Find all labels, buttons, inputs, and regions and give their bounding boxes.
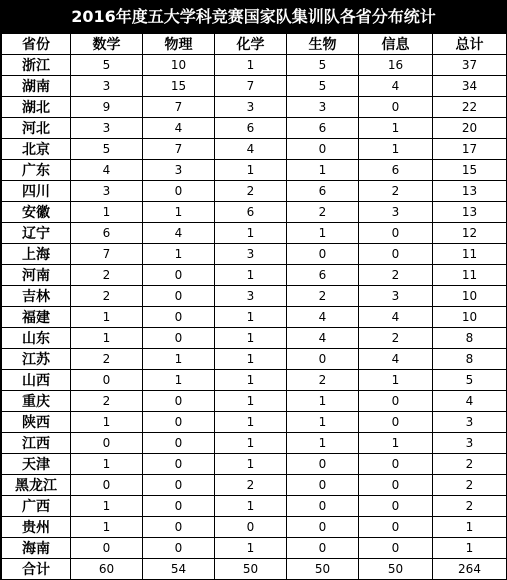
count-cell: 0 (287, 538, 359, 559)
header-province: 省份 (2, 34, 71, 55)
count-cell: 2 (433, 454, 507, 475)
count-cell: 1 (287, 391, 359, 412)
count-cell: 0 (287, 244, 359, 265)
count-cell: 4 (359, 307, 433, 328)
count-cell: 0 (287, 475, 359, 496)
count-cell: 4 (215, 139, 287, 160)
count-cell: 0 (287, 517, 359, 538)
count-cell: 1 (215, 55, 287, 76)
count-cell: 0 (359, 223, 433, 244)
count-cell: 0 (143, 412, 215, 433)
count-cell: 1 (71, 454, 143, 475)
count-cell: 1 (215, 265, 287, 286)
count-cell: 5 (71, 139, 143, 160)
table-row (2, 517, 507, 538)
count-cell: 0 (143, 433, 215, 454)
count-cell: 2 (433, 475, 507, 496)
header-total: 总计 (433, 34, 507, 55)
table-body (2, 55, 507, 559)
table-row (2, 139, 507, 160)
table-row (2, 76, 507, 97)
count-cell: 3 (359, 286, 433, 307)
count-cell: 1 (287, 223, 359, 244)
count-cell: 3 (215, 244, 287, 265)
count-cell: 3 (143, 160, 215, 181)
count-cell: 34 (433, 76, 507, 97)
count-cell: 6 (287, 181, 359, 202)
count-cell: 1 (359, 433, 433, 454)
count-cell: 1 (215, 223, 287, 244)
count-cell: 2 (71, 265, 143, 286)
count-cell: 2 (287, 370, 359, 391)
count-cell: 1 (287, 433, 359, 454)
province-stats-table (1, 33, 507, 580)
count-cell: 1 (143, 349, 215, 370)
count-cell: 3 (433, 412, 507, 433)
province-cell: 山西 (2, 370, 71, 391)
count-cell: 1 (71, 412, 143, 433)
province-cell: 湖北 (2, 97, 71, 118)
table-row (2, 118, 507, 139)
table-row (2, 370, 507, 391)
count-cell: 15 (143, 76, 215, 97)
province-cell: 河南 (2, 265, 71, 286)
count-cell: 11 (433, 244, 507, 265)
count-cell: 0 (359, 517, 433, 538)
province-cell: 浙江 (2, 55, 71, 76)
count-cell: 0 (359, 412, 433, 433)
count-cell: 0 (71, 370, 143, 391)
province-cell: 辽宁 (2, 223, 71, 244)
count-cell: 1 (71, 328, 143, 349)
count-cell: 0 (143, 475, 215, 496)
count-cell: 1 (215, 391, 287, 412)
header-physics: 物理 (143, 34, 215, 55)
count-cell: 0 (287, 454, 359, 475)
count-cell: 1 (287, 160, 359, 181)
total-label: 合计 (2, 559, 71, 580)
count-cell: 7 (143, 139, 215, 160)
count-cell: 1 (215, 160, 287, 181)
count-cell: 10 (143, 55, 215, 76)
count-cell: 5 (71, 55, 143, 76)
count-cell: 6 (359, 160, 433, 181)
total-cell: 54 (143, 559, 215, 580)
count-cell: 0 (359, 391, 433, 412)
total-cell: 264 (433, 559, 507, 580)
total-cell: 50 (287, 559, 359, 580)
count-cell: 3 (215, 97, 287, 118)
count-cell: 0 (71, 475, 143, 496)
table-row (2, 286, 507, 307)
header-row (2, 34, 507, 55)
count-cell: 5 (433, 370, 507, 391)
count-cell: 0 (215, 517, 287, 538)
count-cell: 0 (287, 349, 359, 370)
total-row (2, 559, 507, 580)
province-cell: 四川 (2, 181, 71, 202)
count-cell: 1 (71, 202, 143, 223)
table-row (2, 454, 507, 475)
province-cell: 广东 (2, 160, 71, 181)
count-cell: 13 (433, 202, 507, 223)
table-row (2, 349, 507, 370)
header-biology: 生物 (287, 34, 359, 55)
count-cell: 0 (359, 475, 433, 496)
count-cell: 2 (215, 181, 287, 202)
count-cell: 1 (433, 538, 507, 559)
province-cell: 上海 (2, 244, 71, 265)
count-cell: 10 (433, 307, 507, 328)
header-informatics: 信息 (359, 34, 433, 55)
count-cell: 4 (359, 349, 433, 370)
count-cell: 1 (287, 412, 359, 433)
count-cell: 1 (71, 496, 143, 517)
total-cell: 50 (215, 559, 287, 580)
count-cell: 0 (143, 286, 215, 307)
count-cell: 5 (287, 76, 359, 97)
count-cell: 2 (359, 328, 433, 349)
count-cell: 0 (359, 496, 433, 517)
count-cell: 0 (143, 538, 215, 559)
count-cell: 8 (433, 349, 507, 370)
count-cell: 1 (71, 307, 143, 328)
count-cell: 2 (287, 286, 359, 307)
count-cell: 2 (71, 286, 143, 307)
province-cell: 海南 (2, 538, 71, 559)
province-cell: 山东 (2, 328, 71, 349)
count-cell: 2 (71, 391, 143, 412)
count-cell: 37 (433, 55, 507, 76)
count-cell: 0 (143, 307, 215, 328)
province-cell: 广西 (2, 496, 71, 517)
count-cell: 1 (143, 244, 215, 265)
count-cell: 4 (287, 328, 359, 349)
count-cell: 10 (433, 286, 507, 307)
province-cell: 天津 (2, 454, 71, 475)
count-cell: 12 (433, 223, 507, 244)
count-cell: 0 (359, 454, 433, 475)
count-cell: 13 (433, 181, 507, 202)
count-cell: 3 (71, 76, 143, 97)
province-cell: 北京 (2, 139, 71, 160)
count-cell: 2 (359, 181, 433, 202)
count-cell: 1 (215, 538, 287, 559)
header-math: 数学 (71, 34, 143, 55)
count-cell: 1 (215, 307, 287, 328)
count-cell: 1 (71, 517, 143, 538)
count-cell: 4 (71, 160, 143, 181)
count-cell: 6 (287, 265, 359, 286)
count-cell: 1 (143, 202, 215, 223)
count-cell: 1 (215, 496, 287, 517)
count-cell: 2 (215, 475, 287, 496)
table-row (2, 223, 507, 244)
count-cell: 0 (143, 391, 215, 412)
table-row (2, 265, 507, 286)
count-cell: 6 (71, 223, 143, 244)
count-cell: 2 (71, 349, 143, 370)
table-row (2, 412, 507, 433)
header-chemistry: 化学 (215, 34, 287, 55)
count-cell: 0 (143, 454, 215, 475)
province-cell: 吉林 (2, 286, 71, 307)
count-cell: 0 (359, 538, 433, 559)
count-cell: 0 (143, 496, 215, 517)
province-cell: 福建 (2, 307, 71, 328)
count-cell: 1 (359, 370, 433, 391)
count-cell: 4 (433, 391, 507, 412)
table-row (2, 55, 507, 76)
count-cell: 0 (71, 433, 143, 454)
province-cell: 河北 (2, 118, 71, 139)
table-row (2, 475, 507, 496)
table-row (2, 538, 507, 559)
count-cell: 3 (71, 118, 143, 139)
count-cell: 2 (433, 496, 507, 517)
table-row (2, 496, 507, 517)
province-cell: 安徽 (2, 202, 71, 223)
count-cell: 3 (359, 202, 433, 223)
count-cell: 3 (71, 181, 143, 202)
count-cell: 0 (359, 244, 433, 265)
province-cell: 湖南 (2, 76, 71, 97)
province-cell: 黑龙江 (2, 475, 71, 496)
count-cell: 4 (143, 118, 215, 139)
count-cell: 5 (287, 55, 359, 76)
table-row (2, 433, 507, 454)
count-cell: 7 (71, 244, 143, 265)
count-cell: 3 (287, 97, 359, 118)
count-cell: 15 (433, 160, 507, 181)
count-cell: 17 (433, 139, 507, 160)
count-cell: 4 (143, 223, 215, 244)
table-row (2, 391, 507, 412)
count-cell: 2 (287, 202, 359, 223)
count-cell: 1 (215, 370, 287, 391)
total-cell: 60 (71, 559, 143, 580)
count-cell: 0 (71, 538, 143, 559)
table-row (2, 328, 507, 349)
count-cell: 0 (359, 97, 433, 118)
count-cell: 6 (215, 202, 287, 223)
count-cell: 16 (359, 55, 433, 76)
count-cell: 0 (143, 517, 215, 538)
count-cell: 0 (143, 181, 215, 202)
count-cell: 7 (215, 76, 287, 97)
count-cell: 1 (215, 328, 287, 349)
province-cell: 陕西 (2, 412, 71, 433)
province-cell: 江西 (2, 433, 71, 454)
count-cell: 8 (433, 328, 507, 349)
province-cell: 贵州 (2, 517, 71, 538)
count-cell: 1 (433, 517, 507, 538)
count-cell: 0 (287, 496, 359, 517)
count-cell: 0 (143, 328, 215, 349)
count-cell: 1 (215, 412, 287, 433)
count-cell: 11 (433, 265, 507, 286)
count-cell: 9 (71, 97, 143, 118)
count-cell: 1 (215, 454, 287, 475)
count-cell: 1 (359, 139, 433, 160)
table-row (2, 202, 507, 223)
count-cell: 2 (359, 265, 433, 286)
province-cell: 江苏 (2, 349, 71, 370)
table-title: 2016年度五大学科竞赛国家队集训队各省分布统计 (0, 0, 507, 33)
count-cell: 1 (215, 433, 287, 454)
count-cell: 3 (433, 433, 507, 454)
table-row (2, 160, 507, 181)
table-row (2, 244, 507, 265)
count-cell: 6 (215, 118, 287, 139)
count-cell: 20 (433, 118, 507, 139)
count-cell: 1 (215, 349, 287, 370)
table-row (2, 97, 507, 118)
table-row (2, 307, 507, 328)
count-cell: 1 (359, 118, 433, 139)
table-row (2, 181, 507, 202)
count-cell: 6 (287, 118, 359, 139)
count-cell: 1 (143, 370, 215, 391)
count-cell: 4 (287, 307, 359, 328)
total-cell: 50 (359, 559, 433, 580)
count-cell: 0 (287, 139, 359, 160)
count-cell: 22 (433, 97, 507, 118)
count-cell: 0 (143, 265, 215, 286)
count-cell: 4 (359, 76, 433, 97)
province-cell: 重庆 (2, 391, 71, 412)
count-cell: 3 (215, 286, 287, 307)
count-cell: 7 (143, 97, 215, 118)
